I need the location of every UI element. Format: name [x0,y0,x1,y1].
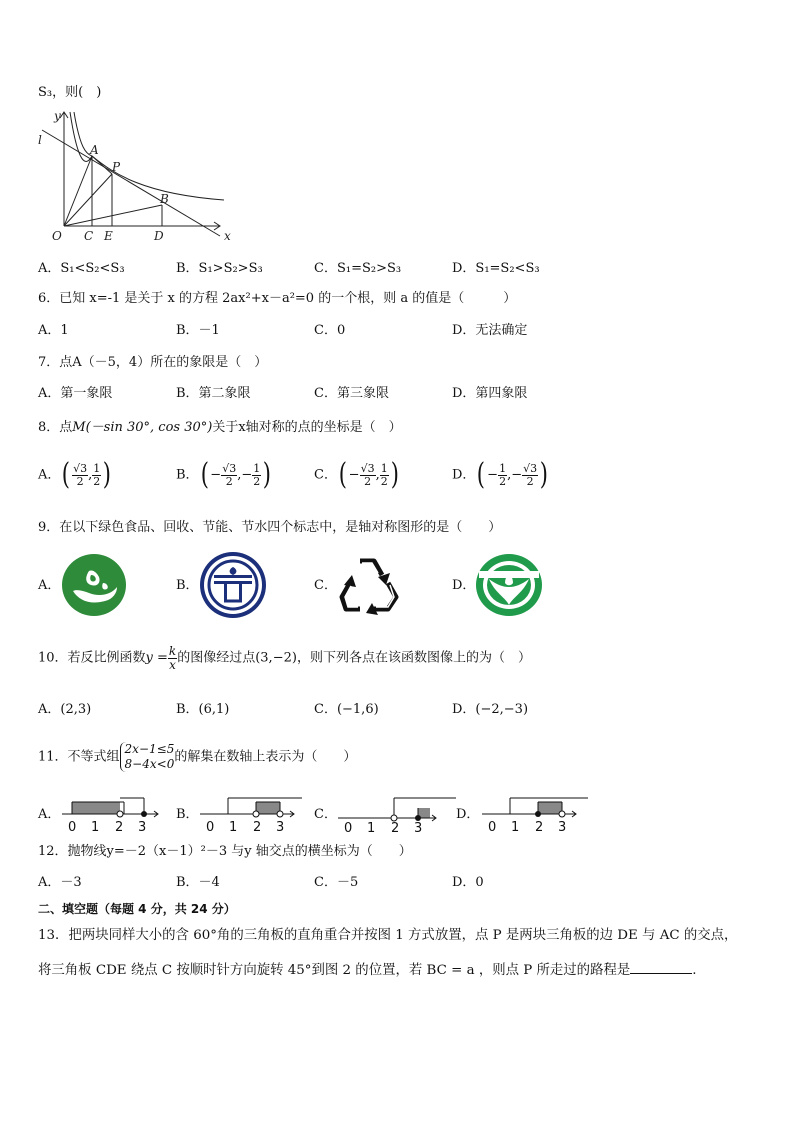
q7-option-b: B．第二象限 [176,386,251,401]
tick-label: 3 [414,821,423,836]
q11-stem: 11．不等式组 2x−1≤5 8−4x<0 的解集在数轴上表示为（ ） [38,742,357,771]
q13-line2: 将三角板 CDE 绕点 C 按顺时针方向旋转 45°到图 2 的位置，若 BC = a ，则点 P 所走过的路程是 . [38,963,697,978]
line-l [42,130,220,236]
q10-func-y: y = [145,650,168,666]
q8-stem: 8．点M(－sin 30°, cos 30°)关于x轴对称的点的坐标是（ ） [38,420,402,435]
tick-label: 3 [558,820,567,835]
q9-label-a: A． [38,578,61,593]
q5-graph [34,108,234,244]
graph-label-x: x [224,229,231,243]
q6-option-c: C．0 [314,323,346,338]
q9-label-b: B． [176,578,199,593]
tick-label: 3 [138,820,147,835]
q5-stem-tail: S₃，则( ) [38,85,102,100]
q6-option-d: D．无法确定 [452,323,528,338]
tick-label: 3 [276,820,285,835]
q12-option-d: D．0 [452,875,484,890]
q11-label-d: D． [456,807,480,822]
q10-option-a: A．(2,3) [38,702,92,717]
q12-stem: 12．抛物线y=－2（x－1）²－3 与y 轴交点的横坐标为（ ） [38,844,412,859]
recycle-logo [338,553,404,615]
q9-stem: 9．在以下绿色食品、回收、节能、节水四个标志中，是轴对称图形的是（ ） [38,520,502,535]
q8-option-a: A．( $\frac{√3}{2}$ , $\frac{1}{2}$ ) [38,457,112,492]
q12-option-b: B．－4 [176,875,220,890]
tick-label: 0 [68,820,77,835]
q6-option-b: B．－1 [176,323,220,338]
q7-option-a: A．第一象限 [38,386,113,401]
tick-label: 2 [535,820,544,835]
graph-label-c: C [84,229,94,243]
q7-option-d: D．第四象限 [452,386,528,401]
graph-label-y: y [54,109,61,123]
section-title: 二、填空题（每题 4 分，共 24 分） [38,902,236,916]
q11-label-b: B． [176,807,199,822]
graph-label-o: O [52,229,62,243]
q6-option-a: A．1 [38,323,69,338]
tick-label: 0 [206,820,215,835]
q12-option-a: A．－3 [38,875,82,890]
water-saving-logo [475,553,543,617]
graph-label-a: A [90,143,99,157]
q6-stem: 6．已知 x=-1 是关于 x 的方程 2ax²+x－a²=0 的一个根，则 a 的值是（ ） [38,291,517,306]
q5-option-d: D．S₁=S₂<S₃ [452,261,540,276]
q9-label-c: C． [314,578,337,593]
graph-label-d: D [154,229,164,243]
q10-stem: 10．若反比例函数y = $\frac{k}{x}$ 的图像经过点(3,−2)，则下列各点在该函数图像上的为（ ） [38,644,531,672]
q11-label-a: A． [38,807,61,822]
q5-option-a: A．S₁<S₂<S₃ [38,261,125,276]
tick-label: 1 [91,820,100,835]
answer-blank[interactable] [630,961,692,974]
tick-label: 0 [488,820,497,835]
tick-label: 1 [229,820,238,835]
q10-option-b: B．(6,1) [176,702,230,717]
energy-saving-logo [198,551,268,619]
tick-label: 1 [367,821,376,836]
q8-option-c: C．( − $\frac{√3}{2}$ , $\frac{1}{2}$ ) [314,457,399,492]
q11-label-c: C． [314,807,337,822]
tick-label: 0 [344,821,353,836]
tick-label: 1 [511,820,520,835]
q8-option-b: B．( − $\frac{√3}{2}$ ,− $\frac{1}{2}$ ) [176,457,272,492]
q12-option-c: C．－5 [314,875,359,890]
q8-point-m: M(－sin 30°, cos 30°) [72,420,213,435]
q7-stem: 7．点A（－5，4）所在的象限是（ ） [38,355,268,370]
q9-label-d: D． [452,578,476,593]
graph-label-l: l [38,133,42,147]
green-food-logo [61,553,127,617]
graph-label-p: P [112,160,121,174]
q10-option-c: C．(−1,6) [314,702,379,717]
q7-option-c: C．第三象限 [314,386,389,401]
tick-label: 2 [253,820,262,835]
graph-label-b: B [160,192,169,206]
q10-point: (3,−2) [255,650,297,666]
q5-option-b: B．S₁>S₂>S₃ [176,261,263,276]
q10-option-d: D．(−2,−3) [452,702,529,717]
q8-option-d: D．( − $\frac{1}{2}$ ,− $\frac{√3}{2}$ ) [452,457,549,492]
tick-label: 2 [391,821,400,836]
graph-label-e: E [104,229,113,243]
q5-option-c: C．S₁=S₂>S₃ [314,261,402,276]
tick-label: 2 [115,820,124,835]
q13-line1: 13．把两块同样大小的含 60°角的三角板的直角重合并按图 1 方式放置，点 P 是两块三角板的边 DE 与 AC 的交点， [38,928,738,943]
